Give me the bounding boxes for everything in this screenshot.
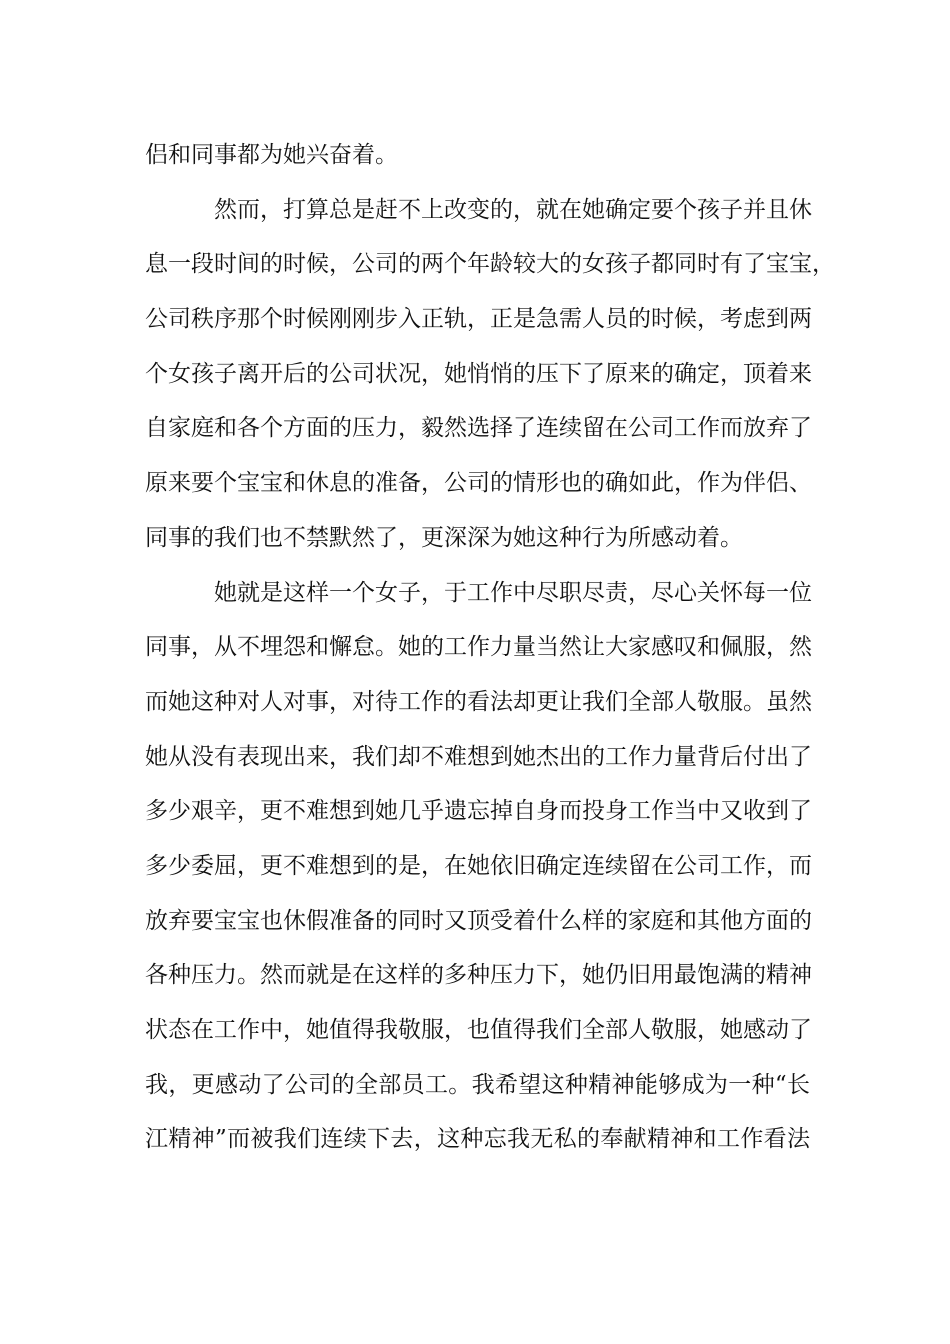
text-line-18: 我，更感动了公司的全部员工。我希望这种精神能够成为一种“长 (145, 1071, 810, 1098)
text-line-1: 侣和同事都为她兴奋着。 (145, 142, 398, 168)
text-line-9: 她就是这样一个女子，于工作中尽职尽责，尽心关怀每一位 (214, 579, 812, 606)
text-line-11: 而她这种对人对事，对待工作的看法却更让我们全部人敬服。虽然 (145, 688, 812, 715)
text-line-13: 多少艰辛，更不难想到她几乎遗忘掉自身而投身工作当中又收到了 (145, 798, 812, 825)
text-line-8: 同事的我们也不禁默然了，更深深为她这种行为所感动着。 (145, 524, 743, 551)
text-line-4: 公司秩序那个时候刚刚步入正轨，正是急需人员的时候，考虑到两 (145, 306, 812, 333)
text-line-3: 息一段时间的时候，公司的两个年龄较大的女孩子都同时有了宝宝， (145, 251, 835, 278)
text-line-6: 自家庭和各个方面的压力，毅然选择了连续留在公司工作而放弃了 (145, 415, 812, 442)
text-line-14: 多少委屈，更不难想到的是，在她依旧确定连续留在公司工作，而 (145, 852, 812, 879)
text-line-7: 原来要个宝宝和休息的准备，公司的情形也的确如此，作为伴侣、 (145, 470, 812, 497)
text-line-12: 她从没有表现出来，我们却不难想到她杰出的工作力量背后付出了 (145, 743, 812, 770)
text-line-5: 个女孩子离开后的公司状况，她悄悄的压下了原来的确定，顶着来 (145, 360, 812, 387)
text-line-15: 放弃要宝宝也休假准备的同时又顶受着什么样的家庭和其他方面的 (145, 907, 812, 934)
text-line-17: 状态在工作中，她值得我敬服，也值得我们全部人敬服，她感动了 (145, 1017, 812, 1043)
text-line-2: 然而，打算总是赶不上改变的，就在她确定要个孩子并且休 (214, 196, 812, 223)
text-line-10: 同事，从不埋怨和懈怠。她的工作力量当然让大家感叹和佩服，然 (145, 634, 812, 661)
text-line-16: 各种压力。然而就是在这样的多种压力下，她仍旧用最饱满的精神 (145, 962, 812, 989)
body-text (145, 128, 835, 1167)
text-line-19: 江精神”而被我们连续下去，这种忘我无私的奉献精神和工作看法 (145, 1126, 810, 1153)
